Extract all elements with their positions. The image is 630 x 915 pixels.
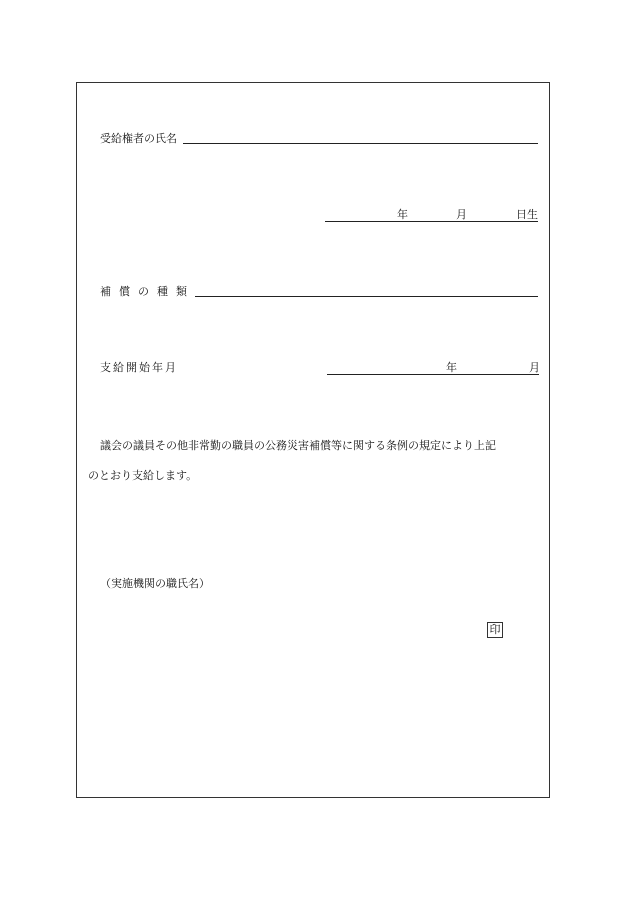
statement-line-2: のとおり支給します。 (88, 469, 198, 482)
birth-year-label: 年 (397, 208, 408, 221)
birth-day-label: 日生 (516, 208, 538, 221)
start-month-label: 月 (529, 361, 540, 374)
birth-month-label: 月 (456, 208, 467, 221)
start-year-label: 年 (446, 361, 457, 374)
start-date-label: 支給開始年月 (100, 361, 178, 374)
seal-mark: 印 (487, 622, 503, 638)
compensation-type-label: 補償の種類 (100, 285, 195, 298)
start-date-line[interactable] (327, 374, 539, 375)
birth-date-line[interactable] (325, 221, 538, 222)
compensation-type-line[interactable] (195, 296, 538, 297)
agency-label: （実施機関の職氏名） (100, 577, 210, 590)
recipient-name-line[interactable] (183, 143, 538, 144)
statement-line-1: 議会の議員その他非常勤の職員の公務災害補償等に関する条例の規定により上記 (100, 439, 496, 452)
recipient-name-label: 受給権者の氏名 (100, 132, 177, 145)
